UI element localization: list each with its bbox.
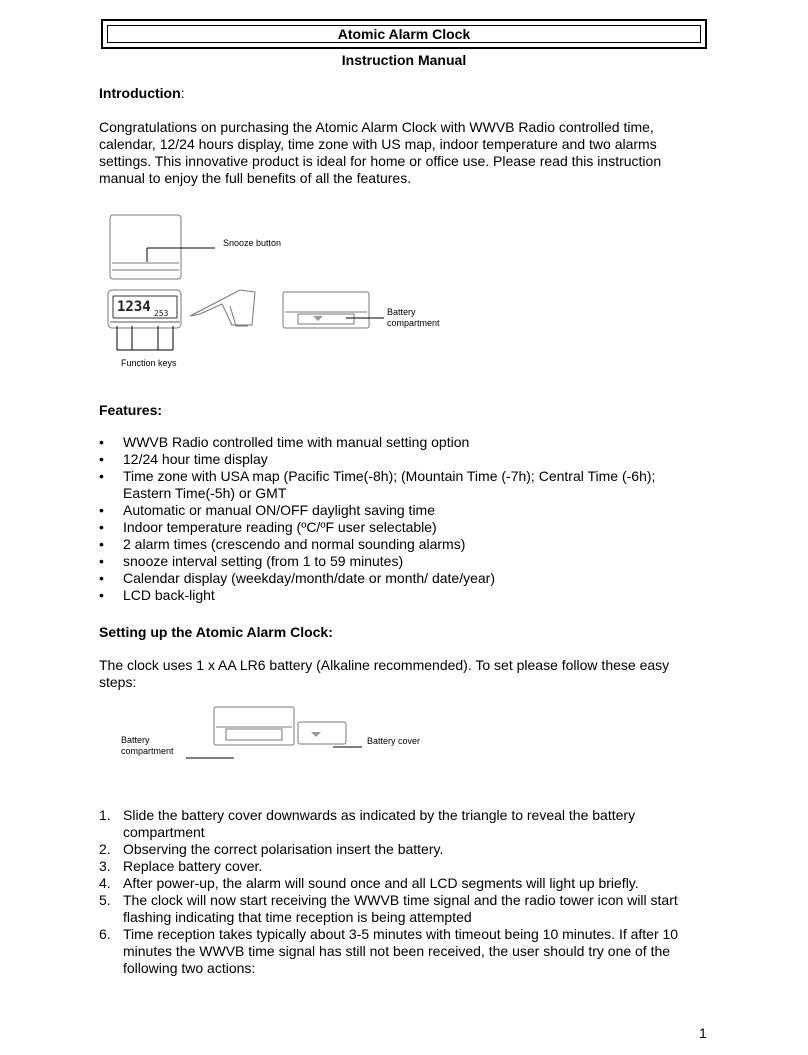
step-number: 1.: [99, 807, 111, 823]
battery-cover-label: Battery cover: [367, 736, 421, 746]
list-item: [99, 587, 699, 604]
feature-text: 12/24 hour time display: [123, 451, 268, 467]
bullet: •: [99, 570, 104, 586]
list-item: [99, 468, 699, 502]
list-item: [99, 553, 699, 570]
list-item: [99, 926, 709, 977]
bullet: •: [99, 519, 104, 535]
step-text: Slide the battery cover downwards as indicated by the triangle to reveal the battery compartment: [123, 807, 636, 840]
setup-steps-list: [99, 807, 709, 977]
list-item: [99, 434, 699, 451]
intro-heading: Introduction: [99, 85, 181, 101]
feature-text: WWVB Radio controlled time with manual setting option: [123, 434, 470, 450]
step-number: 3.: [99, 858, 111, 874]
feature-text: Calendar display (weekday/month/date or month/ date/year): [123, 570, 495, 586]
feature-text: 2 alarm times (crescendo and normal sounding alarms): [123, 536, 466, 552]
feature-text: LCD back-light: [123, 587, 215, 603]
step-number: 4.: [99, 875, 111, 891]
step-text: After power-up, the alarm will sound once and all LCD segments will light up briefly.: [123, 875, 639, 891]
step-number: 2.: [99, 841, 111, 857]
intro-heading-suffix: :: [180, 85, 185, 101]
bullet: •: [99, 587, 104, 603]
bullet: •: [99, 502, 104, 518]
clock-side-view: [190, 290, 255, 325]
intro-paragraph: Congratulations on purchasing the Atomic Alarm Clock with WWVB Radio controlled time, calendar, 12/24 hours display, time zone with US map, indoor temperature and two alarms settings. This innovative product is ideal for home or office use. Please read this instruction manual to enjoy the full benefits of all the features.: [99, 119, 662, 186]
list-item: [99, 892, 709, 926]
lcd-digits: 1234: [117, 299, 151, 315]
list-item: [99, 875, 709, 892]
list-item: [99, 807, 709, 841]
bullet: •: [99, 536, 104, 552]
bullet: •: [99, 468, 104, 484]
bullet: •: [99, 553, 104, 569]
step-text: Time reception takes typically about 3-5 minutes with timeout being 10 minutes. If after 10 minutes the WWVB time signal has still not been received, the user should try one of the following two actions:: [123, 926, 679, 976]
step-number: 5.: [99, 892, 111, 908]
document-title: Atomic Alarm Clock: [107, 25, 701, 43]
clock-back-2-compartment: [226, 729, 282, 740]
feature-text: Indoor temperature reading (ºC/ºF user selectable): [123, 519, 437, 535]
battery-cover-triangle-icon: [311, 732, 321, 737]
list-item: [99, 451, 699, 468]
step-text: The clock will now start receiving the WWVB time signal and the radio tower icon will start flashing indicating that time reception is being attempted: [123, 892, 678, 925]
fig2-battery-label-line1: Battery: [121, 735, 150, 745]
list-item: [99, 858, 709, 875]
list-item: [99, 502, 699, 519]
clock-top-view: [110, 215, 181, 279]
list-item: [99, 841, 709, 858]
step-text: Observing the correct polarisation insert the battery.: [123, 841, 444, 857]
fig2-battery-label-line2: compartment: [121, 746, 174, 756]
feature-text: snooze interval setting (from 1 to 59 minutes): [123, 553, 404, 569]
clock-side-foot: [230, 306, 248, 326]
feature-text: Time zone with USA map (Pacific Time(-8h); (Mountain Time (-7h); Central Time (-6h); Eastern Time(-5h) or GMT: [123, 468, 656, 501]
battery-label-line2: compartment: [387, 318, 440, 328]
list-item: [99, 570, 699, 587]
bullet: •: [99, 451, 104, 467]
feature-text: Automatic or manual ON/OFF daylight saving time: [123, 502, 436, 518]
clock-back-compartment: [298, 314, 354, 324]
bullet: •: [99, 434, 104, 450]
features-list: [99, 434, 699, 604]
setup-paragraph: The clock uses 1 x AA LR6 battery (Alkaline recommended). To set please follow these easy steps:: [99, 657, 670, 690]
lcd-temperature: 253: [154, 309, 169, 318]
features-heading: Features:: [99, 402, 163, 418]
snooze-button-label: Snooze button: [223, 238, 282, 248]
function-keys-label: Function keys: [121, 358, 177, 368]
battery-label-line1: Battery: [387, 307, 416, 317]
list-item: [99, 519, 699, 536]
page-number: 1: [699, 1025, 707, 1041]
step-number: 6.: [99, 926, 111, 942]
setup-heading: Setting up the Atomic Alarm Clock:: [99, 624, 333, 640]
battery-cover-piece: [298, 722, 346, 744]
document-subtitle: Instruction Manual: [341, 52, 467, 68]
step-text: Replace battery cover.: [123, 858, 263, 874]
list-item: [99, 536, 699, 553]
clock-back-view: [283, 292, 369, 328]
battery-triangle-icon: [313, 316, 323, 321]
